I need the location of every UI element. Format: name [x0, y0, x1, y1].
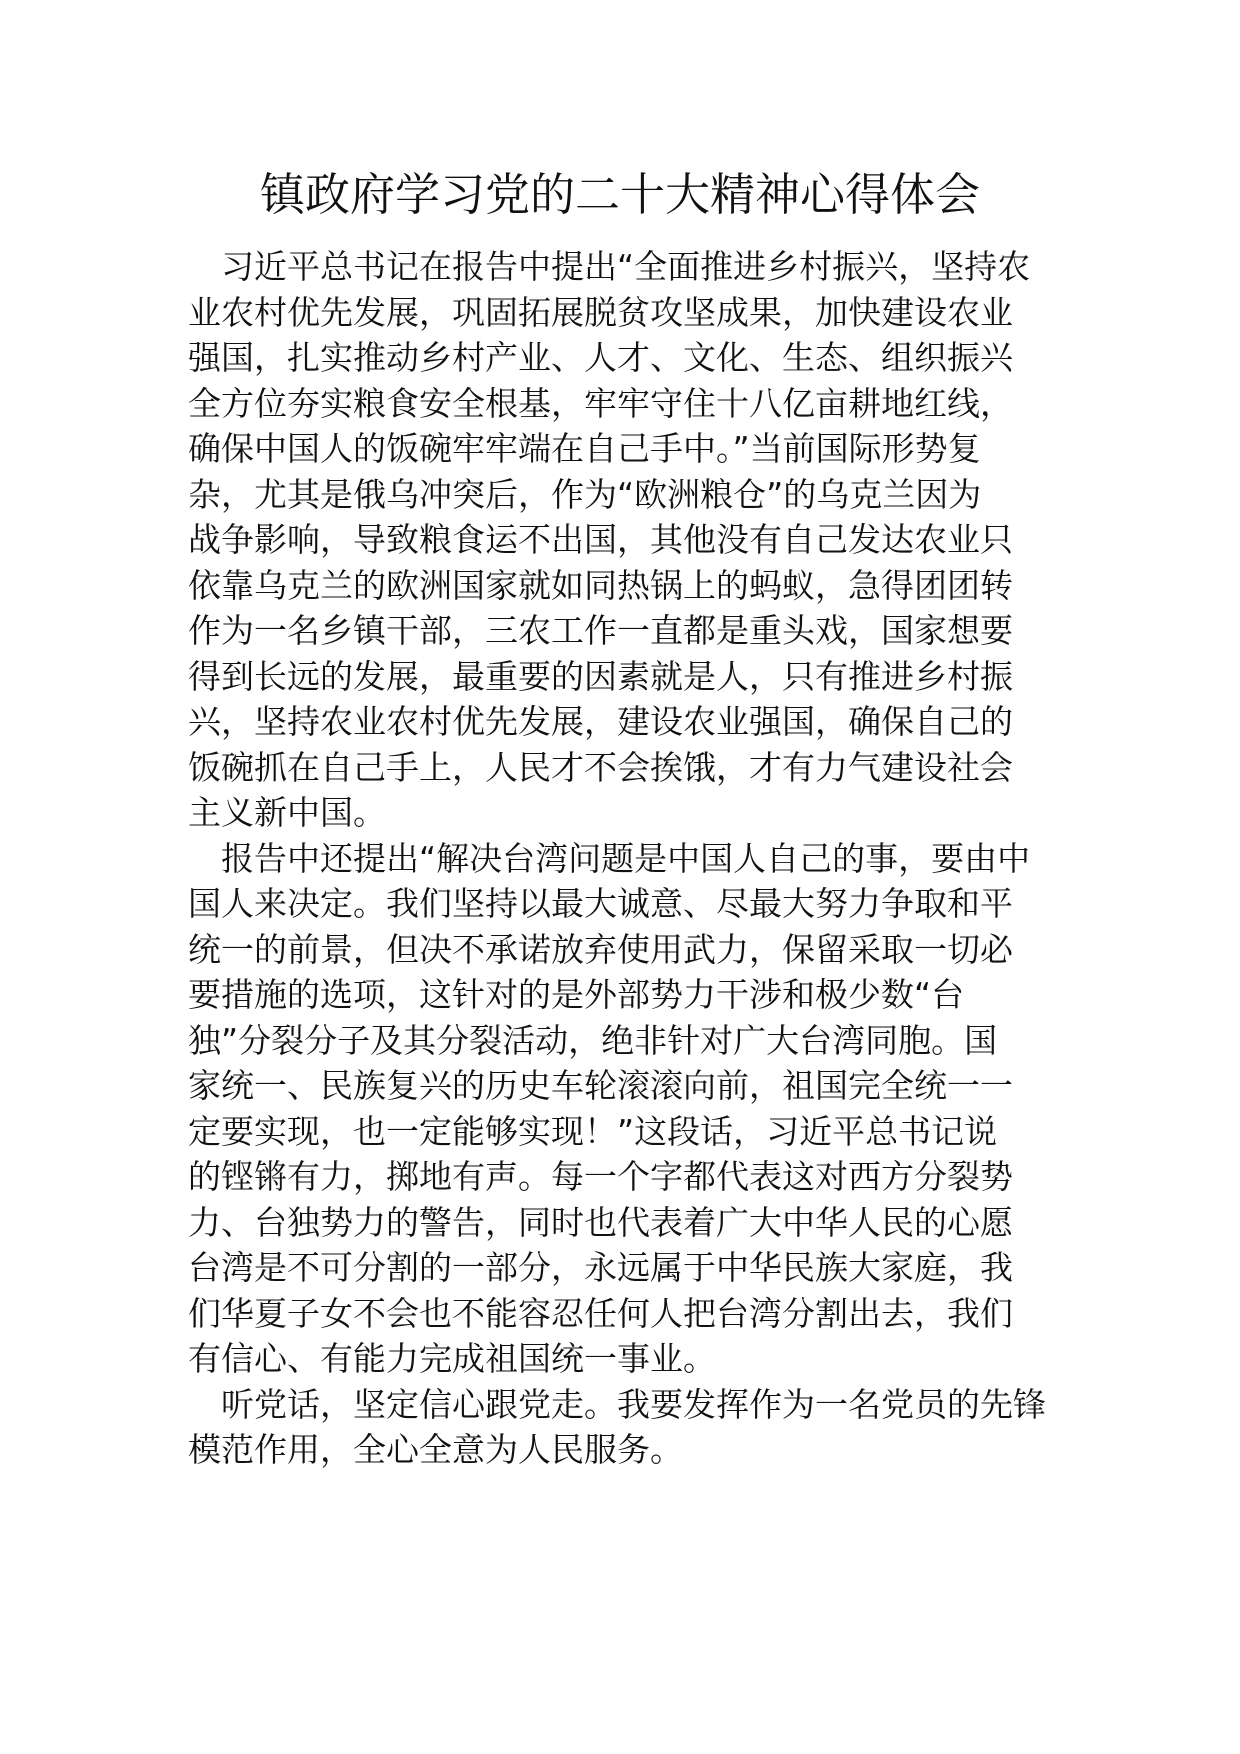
text-line: 国人来决定。我们坚持以最大诚意、尽最大努力争取和平 [188, 884, 1013, 923]
text-line: 模范作用，全心全意为人民服务。 [188, 1430, 683, 1469]
text-line: 定要实现，也一定能够实现！”这段话，习近平总书记说 [188, 1111, 998, 1151]
text-line: 兴，坚持农业农村优先发展，建设农业强国，确保自己的 [188, 702, 1013, 741]
text-line: 要措施的选项，这针对的是外部势力干涉和极少数“台 [188, 975, 965, 1014]
text-line: 力、台独势力的警告，同时也代表着广大中华人民的心愿 [188, 1202, 1013, 1242]
text-line: 依靠乌克兰的欧洲国家就如同热锅上的蚂蚁，急得团团转 [188, 565, 1013, 605]
text-line: 作为一名乡镇干部，三农工作一直都是重头戏，国家想要 [188, 611, 1013, 650]
text-line: 业农村优先发展，巩固拓展脱贫攻坚成果，加快建设农业 [188, 292, 1013, 332]
text-line: 确保中国人的饭碗牢牢端在自己手中。”当前国际形势复 [188, 429, 981, 468]
text-line: 杂，尤其是俄乌冲突后，作为“欧洲粮仓”的乌克兰因为 [188, 474, 982, 514]
document-body [188, 244, 1054, 1473]
text-line: 得到长远的发展，最重要的因素就是人，只有推进乡村振 [188, 656, 1013, 696]
document-title: 镇政府学习党的二十大精神心得体会 [259, 168, 980, 221]
text-line: 报告中还提出“解决台湾问题是中国人自己的事，要由中 [188, 838, 1031, 878]
text-line: 家统一、民族复兴的历史车轮滚滚向前，祖国完全统一一 [188, 1066, 1013, 1105]
text-line: 独”分裂分子及其分裂活动，绝非针对广大台湾同胞。国 [188, 1020, 998, 1060]
text-line: 台湾是不可分割的一部分，永远属于中华民族大家庭，我 [188, 1248, 1013, 1287]
text-line: 的铿锵有力，掷地有声。每一个字都代表这对西方分裂势 [188, 1157, 1013, 1196]
text-line: 全方位夯实粮食安全根基，牢牢守住十八亿亩耕地红线， [188, 383, 1013, 423]
text-line: 强国，扎实推动乡村产业、人才、文化、生态、组织振兴 [188, 338, 1013, 377]
text-line: 饭碗抓在自己手上，人民才不会挨饿，才有力气建设社会 [188, 747, 1013, 787]
text-line: 有信心、有能力完成祖国统一事业。 [188, 1339, 716, 1378]
text-line: 统一的前景，但决不承诺放弃使用武力，保留采取一切必 [188, 929, 1013, 969]
text-line: 战争影响，导致粮食运不出国，其他没有自己发达农业只 [188, 520, 1013, 559]
text-line: 听党话，坚定信心跟党走。我要发挥作为一名党员的先锋 [188, 1384, 1046, 1424]
text-line: 们华夏子女不会也不能容忍任何人把台湾分割出去，我们 [188, 1293, 1013, 1333]
text-line: 主义新中国。 [188, 793, 386, 832]
text-line: 习近平总书记在报告中提出“全面推进乡村振兴，坚持农 [188, 247, 1031, 286]
